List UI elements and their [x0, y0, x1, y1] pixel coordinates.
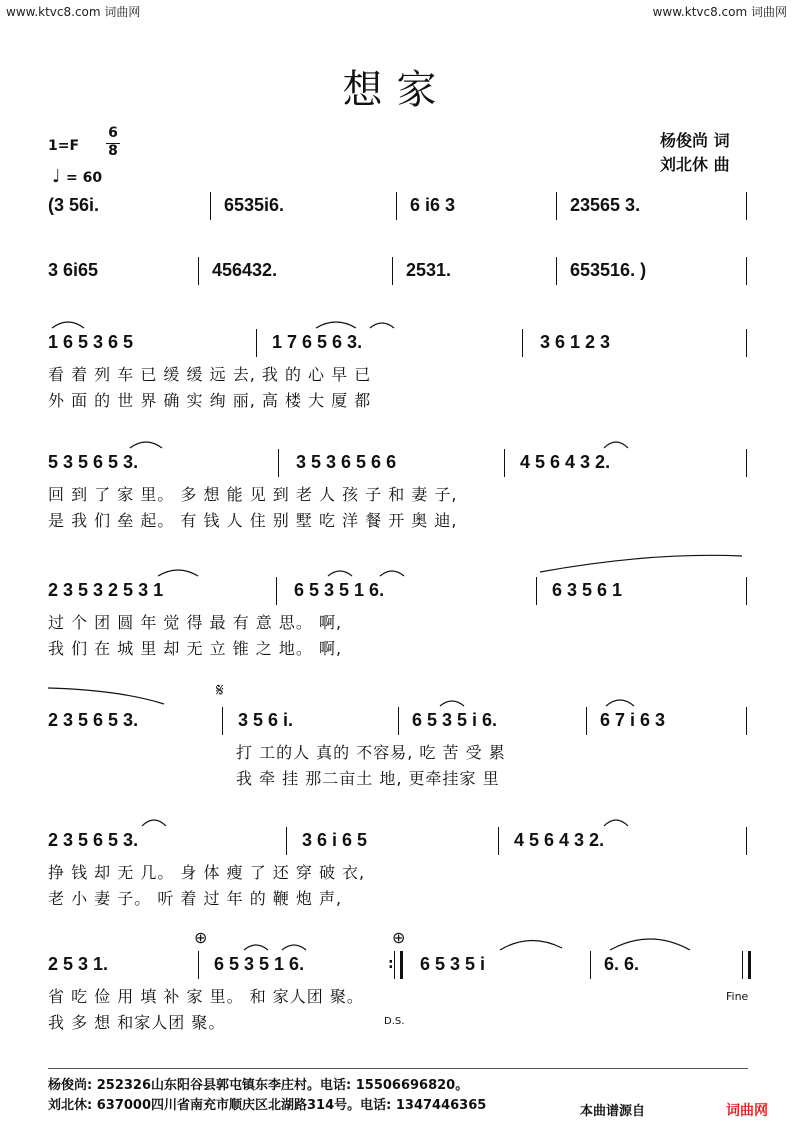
footer-composer-contact: 刘北休: 637000四川省南充市顺庆区北湖路314号。电话: 1347446365: [48, 1098, 487, 1113]
slur: [142, 820, 166, 826]
footer-lyricist-contact: 杨俊尚: 252326山东阳谷县郭屯镇东李庄村。电话: 15506696820。: [48, 1078, 469, 1093]
row4-lyrics-verse2: 是 我 们 垒 起。 有 钱 人 住 别 墅 吃 洋 餐 开 奥 迪,: [48, 511, 458, 530]
row4-measure1: 5 3 5 6 5 3.: [48, 452, 139, 472]
row5-lyrics-verse2: 我 们 在 城 里 却 无 立 锥 之 地。 啊,: [48, 639, 343, 658]
watermark-right: www.ktvc8.com 词曲网: [652, 5, 787, 19]
row3-lyrics-verse1: 看 着 列 车 已 缓 缓 远 去, 我 的 心 早 已: [48, 365, 372, 384]
row6-measure1: 2 3 5 6 5 3.: [48, 710, 139, 730]
slur: [606, 700, 634, 706]
tie: [48, 688, 164, 704]
row3-measure1: 1 6 5 3 6 5: [48, 332, 134, 352]
slur: [158, 570, 198, 576]
meter-bottom: 8: [108, 143, 118, 159]
row3-measure2: 1 7 6 5 6 3.: [272, 332, 363, 352]
slur: [316, 322, 356, 328]
coda-icon: ⊕: [194, 928, 208, 947]
segno-icon: 𝄋: [216, 680, 224, 701]
row6-lyrics-verse1: 打 工的人 真的 不容易, 吃 苦 受 累: [236, 743, 506, 762]
slur: [282, 945, 306, 950]
source-label: 本曲谱源自: [576, 1100, 649, 1119]
ds-mark: D.S.: [384, 1016, 405, 1027]
site-logo: 词曲网: [726, 1103, 768, 1119]
row7-measure2: 3 6 i 6 5: [302, 830, 368, 850]
row1-measure2: 6535i6.: [224, 195, 285, 215]
row6-lyrics-verse2: 我 牵 挂 那二亩土 地, 更牵挂家 里: [236, 769, 500, 788]
page-title: 想家: [342, 67, 451, 113]
tempo: = 60: [66, 170, 103, 186]
row8-measure1: 2 5 3 1.: [48, 954, 109, 974]
repeat-dots-icon: :: [388, 956, 394, 972]
row5-measure1: 2 3 5 3 2 5 3 1: [48, 580, 164, 600]
row7-measure1: 2 3 5 6 5 3.: [48, 830, 139, 850]
lyricist-credit: 杨俊尚 词: [660, 131, 730, 150]
slur: [440, 701, 464, 706]
row8-measure2: 6 5 3 5 1 6.: [214, 954, 305, 974]
slur: [370, 323, 394, 328]
fine-mark: Fine: [726, 990, 749, 1003]
row6-measure2: 3 5 6 i.: [238, 710, 294, 730]
row8-lyrics-verse2: 我 多 想 和家人团 聚。: [48, 1013, 226, 1032]
row1-measure4: 23565 3.: [570, 195, 641, 215]
tie: [500, 940, 562, 950]
slur: [244, 945, 268, 950]
row8-lyrics-verse1: 省 吃 俭 用 填 补 家 里。 和 家人团 聚。: [48, 987, 364, 1006]
row4-measure3: 4 5 6 4 3 2.: [520, 452, 611, 472]
row6-measure3: 6 5 3 5 i 6.: [412, 710, 498, 730]
slur: [52, 322, 84, 328]
watermark-left: www.ktvc8.com 词曲网: [6, 5, 141, 19]
row5-measure3: 6 3 5 6 1: [552, 580, 623, 600]
tie: [610, 939, 690, 950]
row8-measure3: 6 5 3 5 i: [420, 954, 486, 974]
row4-measure2: 3 5 3 6 5 6 6: [296, 452, 397, 472]
row7-measure3: 4 5 6 4 3 2.: [514, 830, 605, 850]
slur: [328, 571, 352, 576]
composer-credit: 刘北休 曲: [660, 155, 730, 174]
row3-lyrics-verse2: 外 面 的 世 界 确 实 绚 丽, 高 楼 大 厦 都: [48, 391, 372, 410]
row2-measure2: 456432.: [212, 260, 278, 280]
slur: [604, 442, 628, 448]
row6-measure4: 6 7 i 6 3: [600, 710, 666, 730]
row8-measure4: 6. 6.: [604, 954, 640, 974]
slur: [130, 442, 162, 448]
row5-lyrics-verse1: 过 个 团 圆 年 觉 得 最 有 意 思。 啊,: [48, 613, 343, 632]
slur: [604, 820, 628, 826]
row4-lyrics-verse1: 回 到 了 家 里。 多 想 能 见 到 老 人 孩 子 和 妻 子,: [48, 485, 458, 504]
slur: [380, 571, 404, 576]
meter-top: 6: [108, 125, 118, 141]
row5-measure2: 6 5 3 5 1 6.: [294, 580, 385, 600]
row1-measure1: (3 56i.: [48, 195, 100, 215]
row2-measure3: 2531.: [406, 260, 452, 280]
row2-measure1: 3 6i65: [48, 260, 99, 280]
row7-lyrics-verse2: 老 小 妻 子。 听 着 过 年 的 鞭 炮 声,: [48, 889, 343, 908]
footer-divider: [48, 1068, 748, 1069]
key-signature: 1=F: [48, 138, 80, 154]
coda-icon: ⊕: [392, 928, 406, 947]
tie: [540, 555, 742, 572]
row7-lyrics-verse1: 挣 钱 却 无 几。 身 体 瘦 了 还 穿 破 衣,: [48, 863, 366, 882]
quarter-note-icon: ♩: [52, 166, 61, 187]
row1-measure3: 6 i6 3: [410, 195, 456, 215]
row2-measure4: 653516. ): [570, 260, 647, 280]
row3-measure3: 3 6 1 2 3: [540, 332, 611, 352]
